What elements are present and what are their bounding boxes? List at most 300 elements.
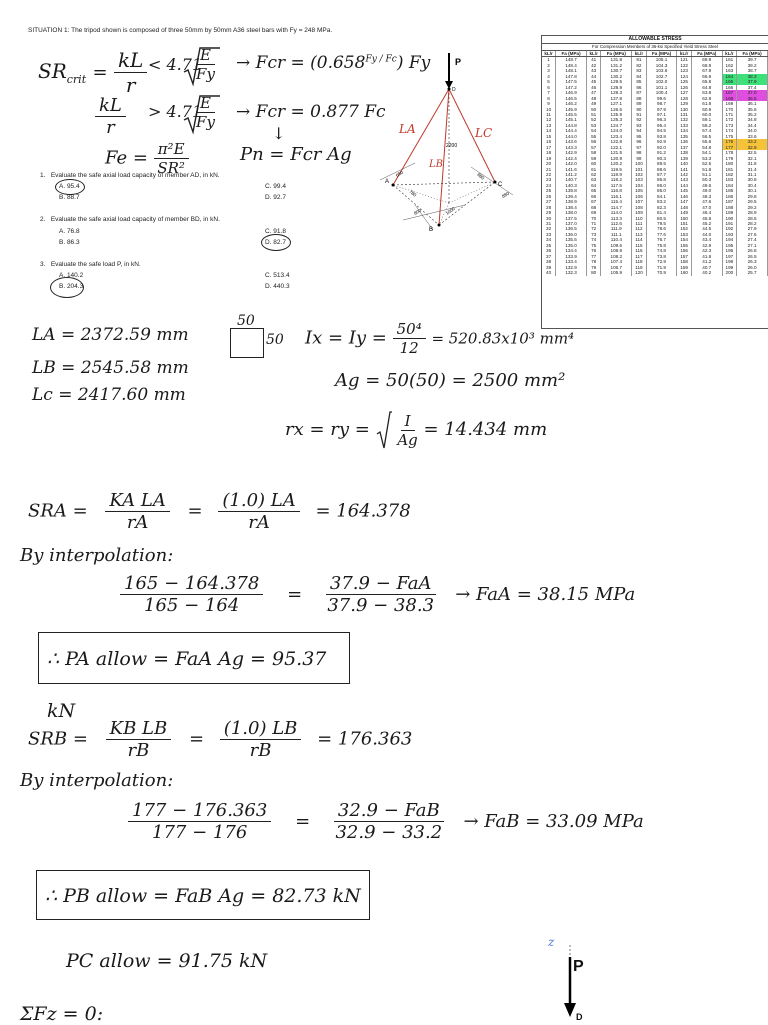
table-cell: 86.8: [646, 177, 677, 182]
axis-z-label: z: [548, 935, 555, 949]
table-cell: 110.4: [601, 237, 632, 242]
table-cell: 111: [632, 221, 646, 226]
table-cell: 140: [677, 161, 691, 166]
table-cell: 26.0: [737, 265, 768, 270]
table-cell: 143: [677, 177, 691, 182]
table-cell: 58: [586, 150, 600, 155]
table-cell: 13: [542, 123, 556, 128]
table-cell: 136.5: [556, 226, 587, 231]
table-cell: 74.8: [646, 248, 677, 253]
table-cell: 182: [722, 172, 736, 177]
sum-fz: ΣFz = 0:: [20, 1003, 104, 1025]
table-cell: 60: [586, 161, 600, 166]
table-cell: 99.6: [646, 96, 677, 101]
table-cell: 145.1: [556, 117, 587, 122]
label-lc: LC: [475, 126, 493, 140]
table-cell: 143.6: [556, 139, 587, 144]
table-cell: 76.7: [646, 237, 677, 242]
table-cell: 124.7: [601, 123, 632, 128]
table-header-cell: Fa (MPa): [737, 51, 768, 57]
table-cell: 145: [677, 188, 691, 193]
table-cell: 72: [586, 226, 600, 231]
table-cell: 29.8: [737, 194, 768, 199]
table-cell: 159: [677, 265, 691, 270]
table-cell: 141.2: [556, 172, 587, 177]
table-cell: 43: [586, 68, 600, 73]
table-cell: 169: [722, 101, 736, 106]
table-cell: 145.9: [556, 107, 587, 112]
section-square: [230, 328, 264, 358]
table-cell: 61.8: [691, 101, 722, 106]
kl-r-fraction: $\frac{kL}{r}$: [114, 48, 147, 97]
table-cell: 88: [632, 96, 646, 101]
q1-answer-circle: [55, 179, 85, 195]
table-cell: 8: [542, 96, 556, 101]
table-cell: 89: [632, 101, 646, 106]
table-cell: 113.3: [601, 216, 632, 221]
table-cell: 152: [677, 226, 691, 231]
table-cell: 25: [542, 188, 556, 193]
table-cell: 68: [586, 205, 600, 210]
table-cell: 52.5: [691, 161, 722, 166]
fcr-formula-2: → Fcr = 0.877 Fc: [236, 102, 386, 122]
pc-allow: PC allow = 91.75 kN: [66, 950, 268, 972]
table-cell: 111.9: [601, 226, 632, 231]
table-cell: 32.1: [737, 156, 768, 161]
table-cell: 189: [722, 210, 736, 215]
table-cell: 124: [677, 74, 691, 79]
q2-option-d: D. 82.7: [265, 239, 286, 246]
table-cell: 108: [632, 205, 646, 210]
bottom-label-d: D: [576, 1012, 583, 1022]
table-cell: 87.7: [646, 172, 677, 177]
table-cell: 51: [586, 112, 600, 117]
table-cell: 144.0: [556, 134, 587, 139]
table-cell: 154: [677, 237, 691, 242]
table-cell: 167: [722, 90, 736, 95]
table-cell: 60.9: [691, 107, 722, 112]
table-cell: 187: [722, 199, 736, 204]
table-cell: 118: [632, 259, 646, 264]
sqrt-fraction-2: $\frac{E}{Fy}$: [196, 94, 215, 131]
table-cell: 5: [542, 79, 556, 84]
table-header-cell: kL/r: [542, 51, 556, 57]
table-cell: 142.0: [556, 161, 587, 166]
table-cell: 116.8: [601, 188, 632, 193]
table-cell: 54.1: [691, 150, 722, 155]
table-cell: 48.3: [691, 194, 722, 199]
table-cell: 121: [677, 57, 691, 63]
table-cell: 133.9: [556, 254, 587, 259]
table-cell: 83.2: [646, 199, 677, 204]
table-cell: 45.2: [691, 221, 722, 226]
dim-780: 780: [408, 188, 418, 198]
table-cell: 38: [542, 259, 556, 264]
table-cell: 180: [722, 161, 736, 166]
question-1: 1. Evaluate the safe axial load capacity of member AD, in kN.: [40, 172, 220, 179]
table-cell: 73: [586, 232, 600, 237]
table-cell: 109: [632, 210, 646, 215]
table-cell: 103.6: [646, 68, 677, 73]
table-cell: 178: [722, 150, 736, 155]
table-cell: 195: [722, 243, 736, 248]
sra-interpolation: $\frac{165 - 164.378}{165 - 164}$ = $\frac{\text{37.9 − FaA}}{37.9 - 38.3}$ → FaA = 38.15 MPa: [120, 573, 635, 616]
table-cell: 38.3: [737, 74, 768, 79]
table-cell: 194: [722, 237, 736, 242]
table-cell: 22: [542, 172, 556, 177]
table-cell: 186: [722, 194, 736, 199]
table-cell: 146.2: [556, 101, 587, 106]
table-subtitle: For Compression Members of 36-ksi Specified Yield Stress Steel: [542, 44, 768, 51]
table-cell: 35.6: [737, 107, 768, 112]
table-cell: 98: [632, 150, 646, 155]
table-cell: 29.2: [737, 205, 768, 210]
table-header-cell: Fa (MPa): [601, 51, 632, 57]
table-cell: 147.8: [556, 74, 587, 79]
sra-interpolation-label: By interpolation:: [20, 545, 174, 566]
table-cell: 30.1: [737, 188, 768, 193]
table-cell: 118.2: [601, 177, 632, 182]
table-cell: 70.9: [646, 270, 677, 275]
table-cell: 106.7: [601, 265, 632, 270]
table-cell: 108.2: [601, 254, 632, 259]
table-cell: 183: [722, 177, 736, 182]
table-cell: 46.4: [691, 210, 722, 215]
table-cell: 137.0: [556, 221, 587, 226]
table-cell: 94.5: [646, 128, 677, 133]
table-cell: 63.8: [691, 90, 722, 95]
table-cell: 90.3: [646, 156, 677, 161]
table-cell: 139.8: [556, 188, 587, 193]
table-cell: 93: [632, 123, 646, 128]
table-cell: 34.0: [737, 128, 768, 133]
table-cell: 75: [586, 243, 600, 248]
table-cell: 104: [632, 183, 646, 188]
q2-option-a: A. 76.8: [59, 228, 80, 235]
dim-800: 800: [413, 207, 423, 216]
table-cell: 33.2: [737, 139, 768, 144]
table-cell: 185: [722, 188, 736, 193]
table-cell: 27.4: [737, 237, 768, 242]
table-cell: 97.9: [646, 107, 677, 112]
table-cell: 65.8: [691, 79, 722, 84]
table-cell: 26: [542, 194, 556, 199]
q3-option-b: B. 204.3: [59, 283, 84, 290]
table-header-cell: kL/r: [586, 51, 600, 57]
table-cell: 43.4: [691, 237, 722, 242]
table-cell: 138.9: [556, 199, 587, 204]
srb-interpolation-label: By interpolation:: [20, 770, 174, 791]
table-cell: 107.4: [601, 259, 632, 264]
sqrt-fraction-1: $\frac{E}{Fy}$: [196, 46, 215, 83]
table-cell: 84: [632, 74, 646, 79]
table-cell: 83: [632, 68, 646, 73]
table-cell: 146: [677, 194, 691, 199]
table-cell: 64.8: [691, 85, 722, 90]
table-cell: 80: [586, 270, 600, 275]
table-cell: 130: [677, 107, 691, 112]
table-cell: 142.9: [556, 150, 587, 155]
table-cell: 29.5: [737, 199, 768, 204]
table-cell: 27.6: [737, 232, 768, 237]
table-cell: 117.5: [601, 183, 632, 188]
table-cell: 40: [542, 270, 556, 275]
table-cell: 17: [542, 145, 556, 150]
q3-option-c: C. 513.4: [265, 272, 290, 279]
table-cell: 64: [586, 183, 600, 188]
table-cell: 34.4: [737, 123, 768, 128]
table-cell: 62.8: [691, 96, 722, 101]
table-cell: 99: [632, 156, 646, 161]
q1-option-c: C. 99.4: [265, 183, 286, 190]
table-cell: 149: [677, 210, 691, 215]
table-cell: 181: [722, 167, 736, 172]
table-cell: 128: [677, 96, 691, 101]
table-cell: 102: [632, 172, 646, 177]
table-cell: 85: [632, 79, 646, 84]
table-cell: 188: [722, 205, 736, 210]
table-cell: 24: [542, 183, 556, 188]
table-cell: 41: [586, 57, 600, 63]
table-cell: 92: [632, 117, 646, 122]
q2-option-c: C. 91.8: [265, 228, 286, 235]
srb-interpolation: $\frac{177 - 176.363}{177 - 176}$ = $\frac{\text{32.9 − FaB}}{32.9 - 33.2}$ → FaB = 33.09 MPa: [128, 800, 644, 843]
table-cell: 84.1: [646, 194, 677, 199]
table-cell: 77.6: [646, 232, 677, 237]
table-cell: 67: [586, 199, 600, 204]
table-cell: 176: [722, 139, 736, 144]
table-cell: 56.5: [691, 134, 722, 139]
table-cell: 102.0: [646, 79, 677, 84]
table-cell: 143.3: [556, 145, 587, 150]
table-cell: 162: [722, 63, 736, 68]
label-b: B: [429, 227, 434, 233]
table-cell: 117: [632, 254, 646, 259]
table-cell: 122.8: [601, 139, 632, 144]
table-cell: 177: [722, 145, 736, 150]
table-cell: 137.5: [556, 216, 587, 221]
table-cell: 26.3: [737, 259, 768, 264]
table-cell: 148.4: [556, 63, 587, 68]
table-cell: 165: [722, 79, 736, 84]
table-cell: 51.8: [691, 167, 722, 172]
table-cell: 71: [586, 221, 600, 226]
section-height-label: 50: [266, 332, 284, 348]
table-cell: 95: [632, 134, 646, 139]
table-cell: 160: [677, 270, 691, 275]
q2-answer-circle: [261, 234, 291, 251]
table-cell: 90: [632, 107, 646, 112]
label-lb: LB: [429, 159, 443, 170]
table-cell: 132: [677, 117, 691, 122]
table-cell: 148: [677, 205, 691, 210]
sr-crit-formula: $SR_{crit}$ = $\frac{kL}{r}$: [38, 48, 398, 88]
question-3: 3. Evaluate the safe load P, in kN.: [40, 261, 141, 268]
table-cell: 153: [677, 232, 691, 237]
table-cell: 114.7: [601, 205, 632, 210]
table-cell: 198: [722, 259, 736, 264]
length-lb: LB = 2545.58 mm: [32, 358, 189, 378]
dim-880: 880: [476, 171, 486, 181]
table-cell: 116.1: [601, 194, 632, 199]
table-cell: 4: [542, 74, 556, 79]
table-cell: 73.8: [646, 254, 677, 259]
table-cell: 133.4: [556, 259, 587, 264]
table-cell: 148.7: [556, 57, 587, 63]
tripod-diagram: [375, 45, 540, 245]
table-cell: 58.2: [691, 123, 722, 128]
table-cell: 52: [586, 117, 600, 122]
table-cell: 44: [586, 74, 600, 79]
table-cell: 85.0: [646, 188, 677, 193]
table-cell: 113: [632, 232, 646, 237]
table-cell: 91.2: [646, 150, 677, 155]
sra-equation: SRA = $\frac{\text{KA LA}}{rA}$ = $\frac{(1.0) LA}{rA}$ = 164.378: [28, 490, 411, 533]
table-cell: 112: [632, 226, 646, 231]
table-cell: 41.2: [691, 259, 722, 264]
table-cell: 97: [632, 145, 646, 150]
table-cell: 134: [677, 128, 691, 133]
table-cell: 45: [586, 79, 600, 84]
table-cell: 132.3: [556, 270, 587, 275]
length-la: LA = 2372.59 mm: [32, 325, 189, 345]
table-cell: 54.8: [691, 145, 722, 150]
table-cell: 171: [722, 112, 736, 117]
table-cell: 54: [586, 128, 600, 133]
table-cell: 38.7: [737, 68, 768, 73]
table-cell: 71.9: [646, 265, 677, 270]
table-cell: 27: [542, 199, 556, 204]
table-cell: 164: [722, 74, 736, 79]
table-cell: 144.4: [556, 128, 587, 133]
table-cell: 110: [632, 216, 646, 221]
moment-of-inertia: Ix = Iy = $\frac{\text{50⁴}}{12}$ = 520.83x10³ mm⁴: [305, 320, 575, 357]
table-cell: 119.5: [601, 167, 632, 172]
table-cell: 151: [677, 221, 691, 226]
table-cell: 141.6: [556, 167, 587, 172]
table-cell: 196: [722, 248, 736, 253]
table-cell: 44.5: [691, 226, 722, 231]
table-cell: 40.2: [691, 270, 722, 275]
table-cell: 3: [542, 68, 556, 73]
table-cell: 42.9: [691, 243, 722, 248]
table-cell: 30: [542, 216, 556, 221]
table-cell: 1: [542, 57, 556, 63]
q1-option-a: A. 95.4: [59, 183, 80, 190]
allowable-stress-table: [541, 35, 768, 329]
table-cell: 199: [722, 265, 736, 270]
table-cell: 109.6: [601, 243, 632, 248]
table-cell: 134.4: [556, 248, 587, 253]
table-cell: 59: [586, 156, 600, 161]
table-cell: 31.8: [737, 161, 768, 166]
table-cell: 130.2: [601, 74, 632, 79]
table-cell: 50: [586, 107, 600, 112]
dim-880: 880: [501, 190, 511, 199]
table-cell: 76: [586, 248, 600, 253]
table-cell: 96.3: [646, 117, 677, 122]
table-cell: 127.1: [601, 101, 632, 106]
table-cell: 89.5: [646, 161, 677, 166]
table-cell: 145.5: [556, 112, 587, 117]
table-cell: 140.7: [556, 177, 587, 182]
table-cell: 26.5: [737, 254, 768, 259]
dim-2200: 2200: [446, 143, 458, 149]
table-cell: 105.9: [601, 270, 632, 275]
table-cell: 118.9: [601, 172, 632, 177]
table-cell: 47.0: [691, 205, 722, 210]
table-cell: 91: [632, 112, 646, 117]
table-cell: 10: [542, 107, 556, 112]
table-cell: 60.0: [691, 112, 722, 117]
table-cell: 157: [677, 254, 691, 259]
sr-crit-sub: crit: [66, 73, 87, 86]
table-cell: 144: [677, 183, 691, 188]
table-cell: 163: [722, 68, 736, 73]
table-cell: 147.2: [556, 85, 587, 90]
table-cell: 28.9: [737, 210, 768, 215]
table-cell: 115: [632, 243, 646, 248]
fe-formula: Fe = $\frac{\text{π²E}}{\text{SR²}}$: [105, 140, 189, 177]
q3-option-a: A. 140.2: [59, 272, 84, 279]
table-row: [542, 270, 768, 275]
table-cell: 82.3: [646, 205, 677, 210]
table-cell: 184: [722, 183, 736, 188]
table-cell: 142.4: [556, 156, 587, 161]
table-cell: 2: [542, 63, 556, 68]
table-cell: 56: [586, 139, 600, 144]
pa-allow-box: ∴ PA allow = FaA Ag = 95.37 kN: [38, 632, 350, 684]
table-cell: 66: [586, 194, 600, 199]
table-cell: 62: [586, 172, 600, 177]
table-cell: 15: [542, 134, 556, 139]
table-cell: 191: [722, 221, 736, 226]
table-cell: 140.3: [556, 183, 587, 188]
table-cell: 47: [586, 90, 600, 95]
gross-area: Ag = 50(50) = 2500 mm²: [335, 370, 566, 391]
table-cell: 175: [722, 134, 736, 139]
table-cell: 141: [677, 167, 691, 172]
table-cell: 92.0: [646, 145, 677, 150]
table-cell: 100: [632, 161, 646, 166]
table-cell: 92.9: [646, 139, 677, 144]
table-cell: 14: [542, 128, 556, 133]
q3-option-d: D. 440.3: [265, 283, 290, 290]
table-cell: 197: [722, 254, 736, 259]
table-cell: 115.4: [601, 199, 632, 204]
table-cell: 174: [722, 128, 736, 133]
table-cell: 112.6: [601, 221, 632, 226]
table-cell: 190: [722, 216, 736, 221]
table-cell: 80.5: [646, 216, 677, 221]
table-cell: 32.9: [737, 145, 768, 150]
q1-option-d: D. 92.7: [265, 194, 286, 201]
table-cell: 53.3: [691, 156, 722, 161]
table-cell: 128.9: [601, 85, 632, 90]
stress-table: [542, 51, 768, 276]
table-cell: 94: [632, 128, 646, 133]
table-cell: 130.7: [601, 68, 632, 73]
table-cell: 16: [542, 139, 556, 144]
table-cell: 30.4: [737, 183, 768, 188]
radius-of-gyration: rx = ry = $\frac{I}{Ag}$ = 14.434 mm: [285, 411, 548, 449]
table-cell: 12: [542, 117, 556, 122]
table-header-cell: Fa (MPa): [691, 51, 722, 57]
table-cell: 61: [586, 167, 600, 172]
pn-formula: Pn = Fcr Ag: [240, 144, 352, 165]
table-cell: 158: [677, 259, 691, 264]
table-cell: 37.4: [737, 85, 768, 90]
